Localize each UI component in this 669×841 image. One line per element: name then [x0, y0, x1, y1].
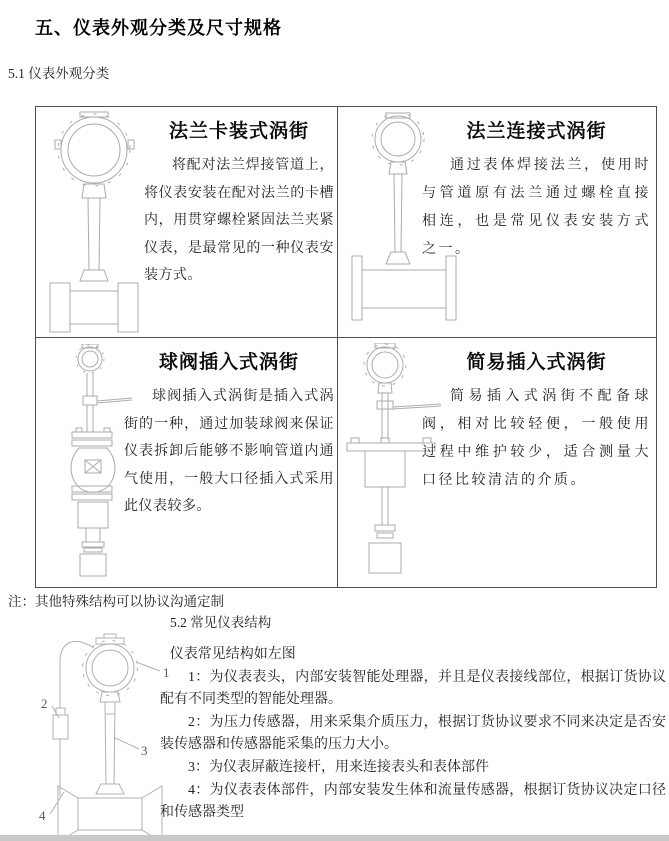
- cell-flange-clamp-type: [36, 107, 338, 338]
- flowmeter-type-title: 简易插入式涡街: [466, 352, 607, 373]
- flowmeter-type-title: 球阀插入式涡街: [158, 352, 299, 373]
- instrument-structure-diagram: [22, 628, 182, 840]
- cell-ball-valve-insertion-type: [36, 338, 338, 587]
- custom-structure-note: 注：其他特殊结构可以协议沟通定制: [8, 594, 224, 609]
- flowmeter-type-description: 通过表体焊接法兰，使用时与管道原有法兰通过螺栓直接相连，也是常见仪表安装方式之一。: [422, 158, 651, 257]
- cell-flange-connection-type: [338, 107, 656, 338]
- structure-item-2: 2：为压力传感器，用来采集介质压力，根据订货协议要求不同来决定是否安装传感器和传感器能采集的压力大小。: [160, 714, 666, 753]
- page-bottom-edge: [0, 835, 669, 841]
- flange-clamp-flowmeter-drawing: [42, 110, 147, 334]
- structure-description-block: [160, 644, 666, 825]
- structure-item-3: 3：为仪表屏蔽连接杆，用来连接表头和表体部件: [188, 759, 489, 775]
- structure-item-1: 1：为仪表表头，内部安装智能处理器，并且是仪表接线部位，根据订货协议配有不同类型的智能处理器。: [160, 669, 666, 708]
- section-5-2-heading: 5.2 常见仪表结构: [170, 615, 272, 630]
- flowmeter-type-description: 球阀插入式涡街是插入式涡街的一种，通过加装球阀来保证仪表拆卸后能够不影响管道内通气使用，一般大口径插入式采用此仪表较多。: [124, 389, 334, 514]
- diagram-label-2: 2: [41, 696, 48, 711]
- flowmeter-type-title: 法兰卡装式涡街: [168, 121, 309, 142]
- flowmeter-type-description: 简易插入式涡街不配备球阀，相对比较轻便，一般使用过程中维护较少，适合测量大口径比较清洁的介质。: [422, 389, 651, 488]
- page-title: 五、仪表外观分类及尺寸规格: [35, 18, 282, 38]
- flowmeter-type-description: 将配对法兰焊接管道上，将仪表安装在配对法兰的卡槽内，用贯穿螺栓紧固法兰夹紧仪表，是最常见的一种仪表安装方式。: [144, 158, 334, 283]
- structure-intro: 仪表常见结构如左图: [169, 647, 296, 662]
- structure-item-4: 4：为仪表表体部件，内部安装发生体和流量传感器，根据订货协议决定口径和传感器类型: [160, 782, 666, 821]
- diagram-label-1: 1: [163, 665, 170, 680]
- cell-simple-insertion-type: [338, 338, 656, 587]
- classification-table: [35, 106, 657, 588]
- diagram-label-4: 4: [39, 808, 46, 823]
- section-5-1-heading: 5.1 仪表外观分类: [8, 66, 110, 81]
- diagram-label-3: 3: [141, 743, 148, 758]
- flowmeter-type-title: 法兰连接式涡街: [466, 121, 607, 142]
